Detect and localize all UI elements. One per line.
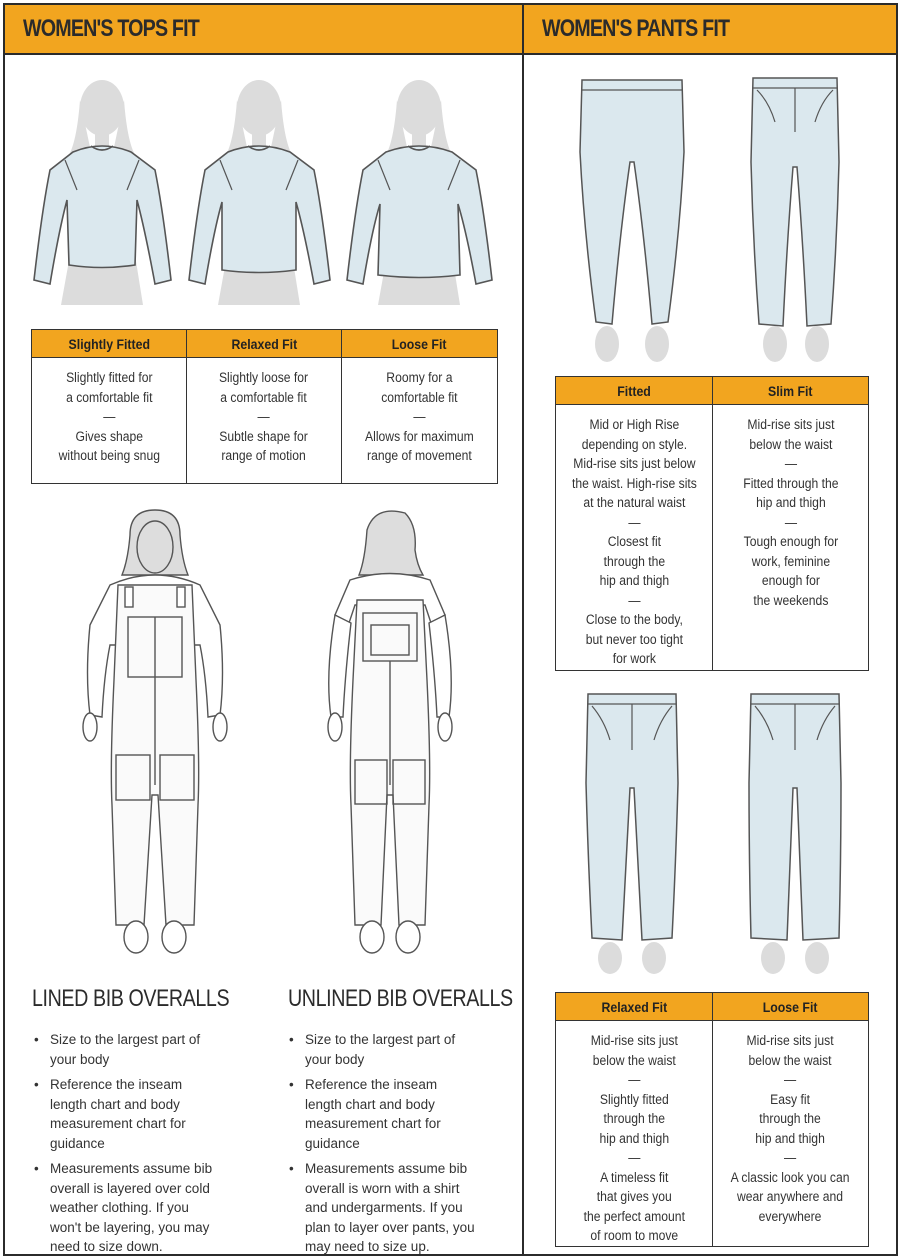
lined-bib-overall-figure xyxy=(70,505,240,960)
tops-col-header: Slightly Fitted xyxy=(32,330,187,358)
pants-fit-table-top xyxy=(555,376,869,671)
list-item: • Reference the inseam length chart and body measurement chart for guidance xyxy=(30,1075,260,1153)
unlined-bib-overalls-title: UNLINED BIB OVERALLS xyxy=(288,985,513,1012)
tops-col-desc: Slightly fitted for a comfortable fit — Gives shape without being snug xyxy=(32,358,187,484)
unlined-bib-overall-figure xyxy=(305,505,475,960)
list-item: • Size to the largest part of your body xyxy=(30,1030,260,1069)
slightly-fitted-top-figure xyxy=(25,70,180,320)
list-item: • Measurements assume bib overall is worn with a shirt and undergarments. If you plan to layer over pants, you may need to size up. xyxy=(285,1159,515,1257)
list-item: • Measurements assume bib overall is layered over cold weather clothing. If you won't be layering, you may need to size down. xyxy=(30,1159,260,1257)
pants-col-header: Fitted xyxy=(556,377,713,405)
pants-header: WOMEN'S PANTS FIT xyxy=(524,5,896,55)
pants-col-desc: Mid-rise sits just below the waist — Slightly fitted through the hip and thigh — A timeless fit that gives you the perfect amount of room to move xyxy=(556,1021,713,1247)
pants-col-desc: Mid-rise sits just below the waist — Easy fit through the hip and thigh — A classic look you can wear anywhere and everywhere xyxy=(713,1021,869,1247)
list-item: • Reference the inseam length chart and body measurement chart for guidance xyxy=(285,1075,515,1153)
relaxed-fit-pants-figure xyxy=(582,688,682,978)
tops-fit-table xyxy=(31,329,498,484)
tops-header: WOMEN'S TOPS FIT xyxy=(5,5,522,55)
slim-fit-pants-figure xyxy=(745,72,845,367)
pants-fit-table-bottom xyxy=(555,992,869,1247)
pants-col-header: Relaxed Fit xyxy=(556,993,713,1021)
lined-bib-overalls-title: LINED BIB OVERALLS xyxy=(32,985,230,1012)
pants-col-desc: Mid or High Rise depending on style. Mid-rise sits just below the waist. High-rise sits at the natural waist — Closest fit through the hip and thigh — Close to the body, but never too tight for work xyxy=(556,405,713,671)
column-divider xyxy=(522,3,524,1256)
tops-col-header: Relaxed Fit xyxy=(187,330,342,358)
tops-col-desc: Roomy for a comfortable fit — Allows for maximum range of movement xyxy=(342,358,498,484)
fitted-pants-figure xyxy=(572,72,692,367)
loose-fit-top-figure xyxy=(342,70,497,320)
pants-col-desc: Mid-rise sits just below the waist — Fitted through the hip and thigh — Tough enough for work, feminine enough for the weekends xyxy=(713,405,869,671)
tops-col-header: Loose Fit xyxy=(342,330,498,358)
pants-col-header: Loose Fit xyxy=(713,993,869,1021)
list-item: • Size to the largest part of your body xyxy=(285,1030,515,1069)
relaxed-fit-top-figure xyxy=(182,70,337,320)
lined-bib-overalls-list xyxy=(30,1030,260,1259)
pants-col-header: Slim Fit xyxy=(713,377,869,405)
loose-fit-pants-figure xyxy=(745,688,845,978)
unlined-bib-overalls-list xyxy=(285,1030,515,1259)
tops-col-desc: Slightly loose for a comfortable fit — Subtle shape for range of motion xyxy=(187,358,342,484)
